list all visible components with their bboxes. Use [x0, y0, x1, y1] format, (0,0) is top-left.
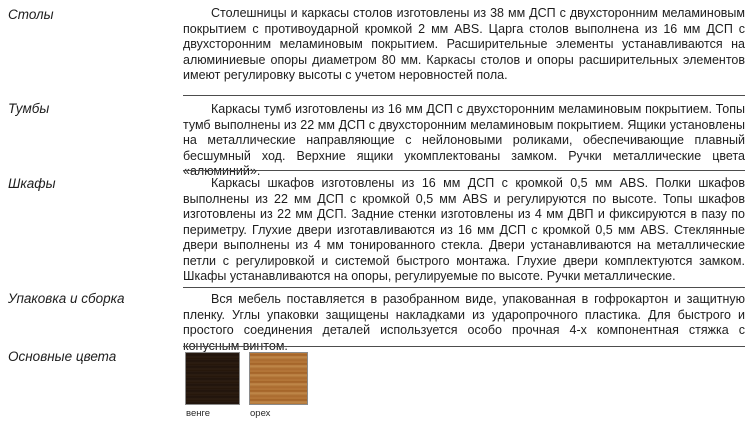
- color-swatch-walnut: [249, 352, 308, 405]
- section-label-main-colors: Основные цвета: [8, 349, 117, 364]
- section-label-cabinets: Шкафы: [8, 176, 56, 191]
- section-label-tables: Столы: [8, 7, 54, 22]
- section-text-tables: Столешницы и каркасы столов изготовлены из 38 мм ДСП с двухсторонним меламиновым покрытием с противоударной кромкой 2 мм ABS. Царга столов выполнена из 16 мм ДСП с двухсторонним меламиновым покрытием. Расширительные элементы устанавливаются на алюминиевые опоры диаметром 80 мм. Каркасы столов и опоры расширительных элементов имеют регулировку высоты с учетом неровностей пола.: [183, 6, 745, 82]
- section-label-pedestals: Тумбы: [8, 101, 50, 116]
- color-swatch-wenge: [185, 352, 240, 405]
- section-text-packaging: Вся мебель поставляется в разобранном виде, упакованная в гофрокартон и защитную пленку. Углы упаковки защищены накладками из ударопрочного пластика. Для быстрого и простого соединения деталей используется особо прочная 4-х компонентная стяжка с конусным винтом.: [183, 292, 745, 353]
- section-separator: [183, 170, 745, 171]
- section-label-packaging: Упаковка и сборка: [8, 291, 125, 306]
- section-separator: [183, 346, 745, 347]
- section-text-cabinets: Каркасы шкафов изготовлены из 16 мм ДСП с кромкой 0,5 мм ABS. Полки шкафов выполнены из 22 мм ДСП с кромкой 0,5 мм ABS и регулируются по высоте. Топы шкафов изготовлены из 22 мм ДСП. Задние стенки изготовлены из 4 мм ДВП и фиксируются в пазу по периметру. Глухие двери изготавливаются из 16 мм ДСП с кромкой 0,5 мм ABS. Стеклянные двери выполнены из 4 мм тонированного стекла. Двери устанавливаются на металлические петли с регулировкой и системой быстрого монтажа. Глухие двери комплектуются замком. Шкафы устанавливаются на опоры, регулируемые по высоте. Ручки металлические.: [183, 176, 745, 283]
- swatch-label-walnut: орех: [250, 408, 271, 419]
- section-text-pedestals: Каркасы тумб изготовлены из 16 мм ДСП с двухсторонним меламиновым покрытием. Топы тумб выполнены из 22 мм ДСП с двухсторонним меламиновым покрытием. Ящики установлены на металлические направляющие с нейлоновыми роликами, обеспечивающие плавный бесшумный ход. Верхние ящики укомплектованы замком. Ручки металлические цвета «алюминий».: [183, 102, 745, 178]
- section-separator: [183, 287, 745, 288]
- section-separator: [183, 95, 745, 96]
- swatch-label-wenge: венге: [186, 408, 211, 419]
